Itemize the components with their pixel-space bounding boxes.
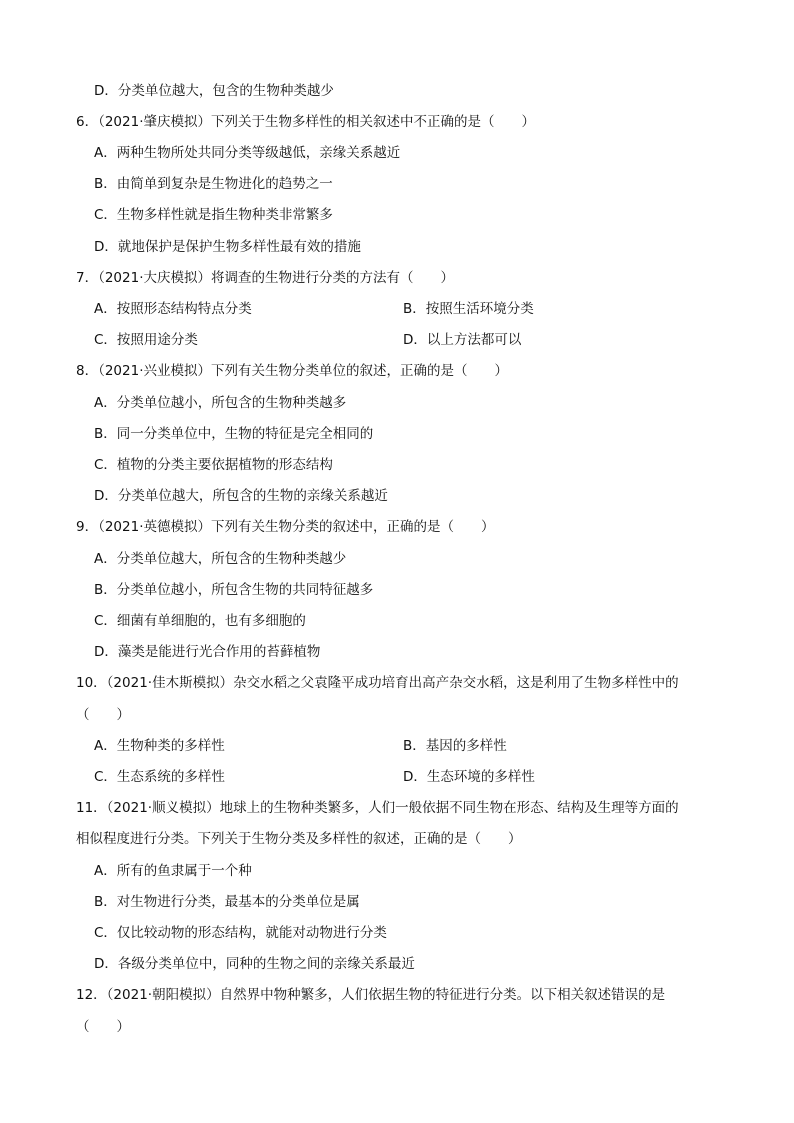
question-12-continued: （ ） <box>76 1019 130 1035</box>
q8-option-d: D．分类单位越大，所包含的生物的亲缘关系越近 <box>94 488 388 504</box>
q7-option-c: C．按照用途分类 <box>94 332 198 348</box>
q10-option-b: B．基因的多样性 <box>403 738 507 754</box>
q6-option-d: D．就地保护是保护生物多样性最有效的措施 <box>94 239 361 255</box>
q5-option-d: D．分类单位越大，包含的生物种类越少 <box>94 83 334 99</box>
q10-option-a: A．生物种类的多样性 <box>94 738 225 754</box>
question-11-continued: 相似程度进行分类。下列关于生物分类及多样性的叙述，正确的是（ ） <box>76 831 522 847</box>
q7-option-b: B．按照生活环境分类 <box>403 301 534 317</box>
question-8: 8．（2021·兴业模拟）下列有关生物分类单位的叙述，正确的是（ ） <box>76 363 508 379</box>
q11-option-b: B．对生物进行分类，最基本的分类单位是属 <box>94 894 360 910</box>
q6-option-b: B．由简单到复杂是生物进化的趋势之一 <box>94 176 333 192</box>
q9-option-a: A．分类单位越大，所包含的生物种类越少 <box>94 551 347 567</box>
q7-option-d: D．以上方法都可以 <box>403 332 522 348</box>
q6-option-c: C．生物多样性就是指生物种类非常繁多 <box>94 207 333 223</box>
q10-option-c: C．生态系统的多样性 <box>94 769 225 785</box>
q11-option-c: C．仅比较动物的形态结构，就能对动物进行分类 <box>94 925 387 941</box>
q7-option-a: A．按照形态结构特点分类 <box>94 301 252 317</box>
question-9: 9．（2021·英德模拟）下列有关生物分类的叙述中，正确的是（ ） <box>76 519 495 535</box>
q9-option-d: D．藻类是能进行光合作用的苔藓植物 <box>94 644 321 660</box>
q11-option-a: A．所有的鱼隶属于一个种 <box>94 863 252 879</box>
question-12: 12．（2021·朝阳模拟）自然界中物种繁多，人们依据生物的特征进行分类。以下相关叙述错误的是 <box>76 987 666 1003</box>
q8-option-a: A．分类单位越小，所包含的生物种类越多 <box>94 395 347 411</box>
q10-option-d: D．生态环境的多样性 <box>403 769 535 785</box>
q8-option-b: B．同一分类单位中，生物的特征是完全相同的 <box>94 426 374 442</box>
question-11: 11．（2021·顺义模拟）地球上的生物种类繁多，人们一般依据不同生物在形态、结构及生理等方面的 <box>76 800 679 816</box>
q9-option-c: C．细菌有单细胞的，也有多细胞的 <box>94 613 306 629</box>
question-10-continued: （ ） <box>76 707 130 723</box>
question-10: 10．（2021·佳木斯模拟）杂交水稻之父袁隆平成功培育出高产杂交水稻，这是利用了生物多样性中的 <box>76 675 679 691</box>
q9-option-b: B．分类单位越小，所包含生物的共同特征越多 <box>94 582 374 598</box>
q6-option-a: A．两种生物所处共同分类等级越低，亲缘关系越近 <box>94 145 401 161</box>
question-6: 6．（2021·肇庆模拟）下列关于生物多样性的相关叙述中不正确的是（ ） <box>76 114 535 130</box>
q11-option-d: D．各级分类单位中，同种的生物之间的亲缘关系最近 <box>94 956 415 972</box>
question-7: 7．（2021·大庆模拟）将调查的生物进行分类的方法有（ ） <box>76 270 454 286</box>
q8-option-c: C．植物的分类主要依据植物的形态结构 <box>94 457 333 473</box>
